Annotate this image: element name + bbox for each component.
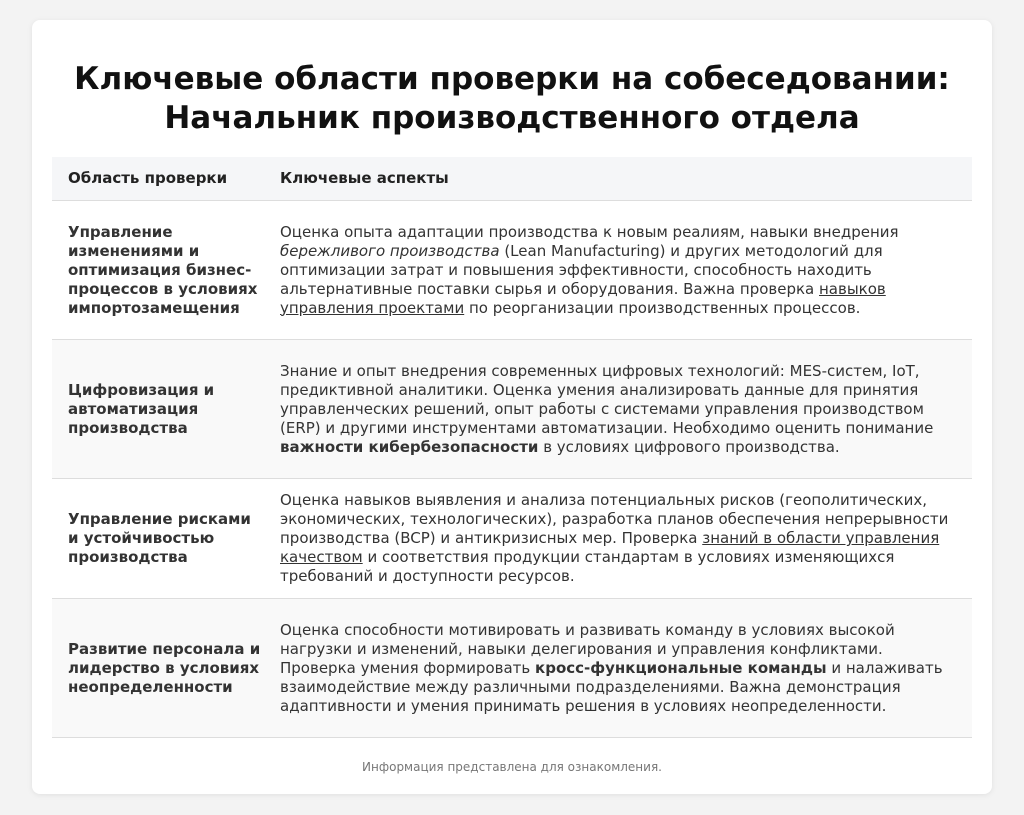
- table-row: [52, 599, 972, 738]
- table-header-row: [52, 157, 972, 201]
- table-row: [52, 340, 972, 479]
- row-area: Развитие персонала и лидерство в условиях неопределенности: [68, 639, 261, 696]
- row-aspects: [264, 621, 972, 716]
- aspects-text: Оценка способности мотивировать и развивать команду в условиях высокой нагрузки и изменений, навыки делегирования и управления конфликтами. Проверка умения формировать: [280, 620, 895, 677]
- document-card: [32, 20, 992, 794]
- aspects-text: по реорганизации производственных процессов.: [464, 298, 861, 317]
- footer-note: Информация представлена для ознакомления.: [362, 760, 662, 774]
- row-area: Управление изменениями и оптимизация бизнес-процессов в условиях импортозамещения: [68, 222, 258, 317]
- row-area: Управление рисками и устойчивостью производства: [68, 510, 251, 566]
- table-row: [52, 201, 972, 340]
- row-area: Цифровизация и автоматизация производства: [68, 380, 215, 437]
- title-line-1: Ключевые области проверки на собеседовании:: [74, 61, 950, 97]
- interview-areas-table: [52, 157, 972, 738]
- page-title: [32, 60, 992, 138]
- header-aspects: Ключевые аспекты: [280, 169, 449, 187]
- row-aspects: [264, 491, 972, 586]
- title-line-2: Начальник производственного отдела: [164, 100, 860, 136]
- aspects-bold: важности кибербезопасности: [280, 437, 539, 456]
- aspects-underline: знаний в области управления качеством: [280, 529, 940, 566]
- row-aspects: [264, 362, 972, 457]
- aspects-text: Оценка опыта адаптации производства к новым реалиям, навыки внедрения: [280, 222, 899, 241]
- aspects-emphasis: бережливого производства: [280, 241, 500, 260]
- aspects-text: Знание и опыт внедрения современных цифровых технологий: MES-систем, IoT, предиктивной аналитики. Оценка умения анализировать данные для принятия управленческих решений, опыт работы с системами управления производством (ERP) и другими инструментами автоматизации. Необходимо оценить понимание: [280, 361, 934, 437]
- aspects-underline: навыков управления проектами: [280, 279, 886, 317]
- aspects-bold: кросс-функциональные команды: [535, 658, 827, 677]
- row-aspects: [264, 223, 972, 318]
- aspects-text: и налаживать взаимодействие между различными подразделениями. Важна демонстрация адаптивности и умения принимать решения в условиях неопределенности.: [280, 658, 943, 715]
- aspects-text: в условиях цифрового производства.: [538, 437, 840, 456]
- table-row: [52, 479, 972, 599]
- aspects-text: (Lean Manufacturing) и других методологий для оптимизации затрат и повышения эффективности, способность находить альтернативные поставки сырья и оборудования. Важна проверка: [280, 241, 883, 298]
- header-area: Область проверки: [68, 169, 228, 187]
- aspects-text: и соответствия продукции стандартам в условиях изменяющихся требований и доступности ресурсов.: [280, 548, 895, 585]
- aspects-text: Оценка навыков выявления и анализа потенциальных рисков (геополитических, экономических, технологических), разработка планов обеспечения непрерывности производства (BCP) и антикризисных мер. Проверка: [280, 491, 949, 547]
